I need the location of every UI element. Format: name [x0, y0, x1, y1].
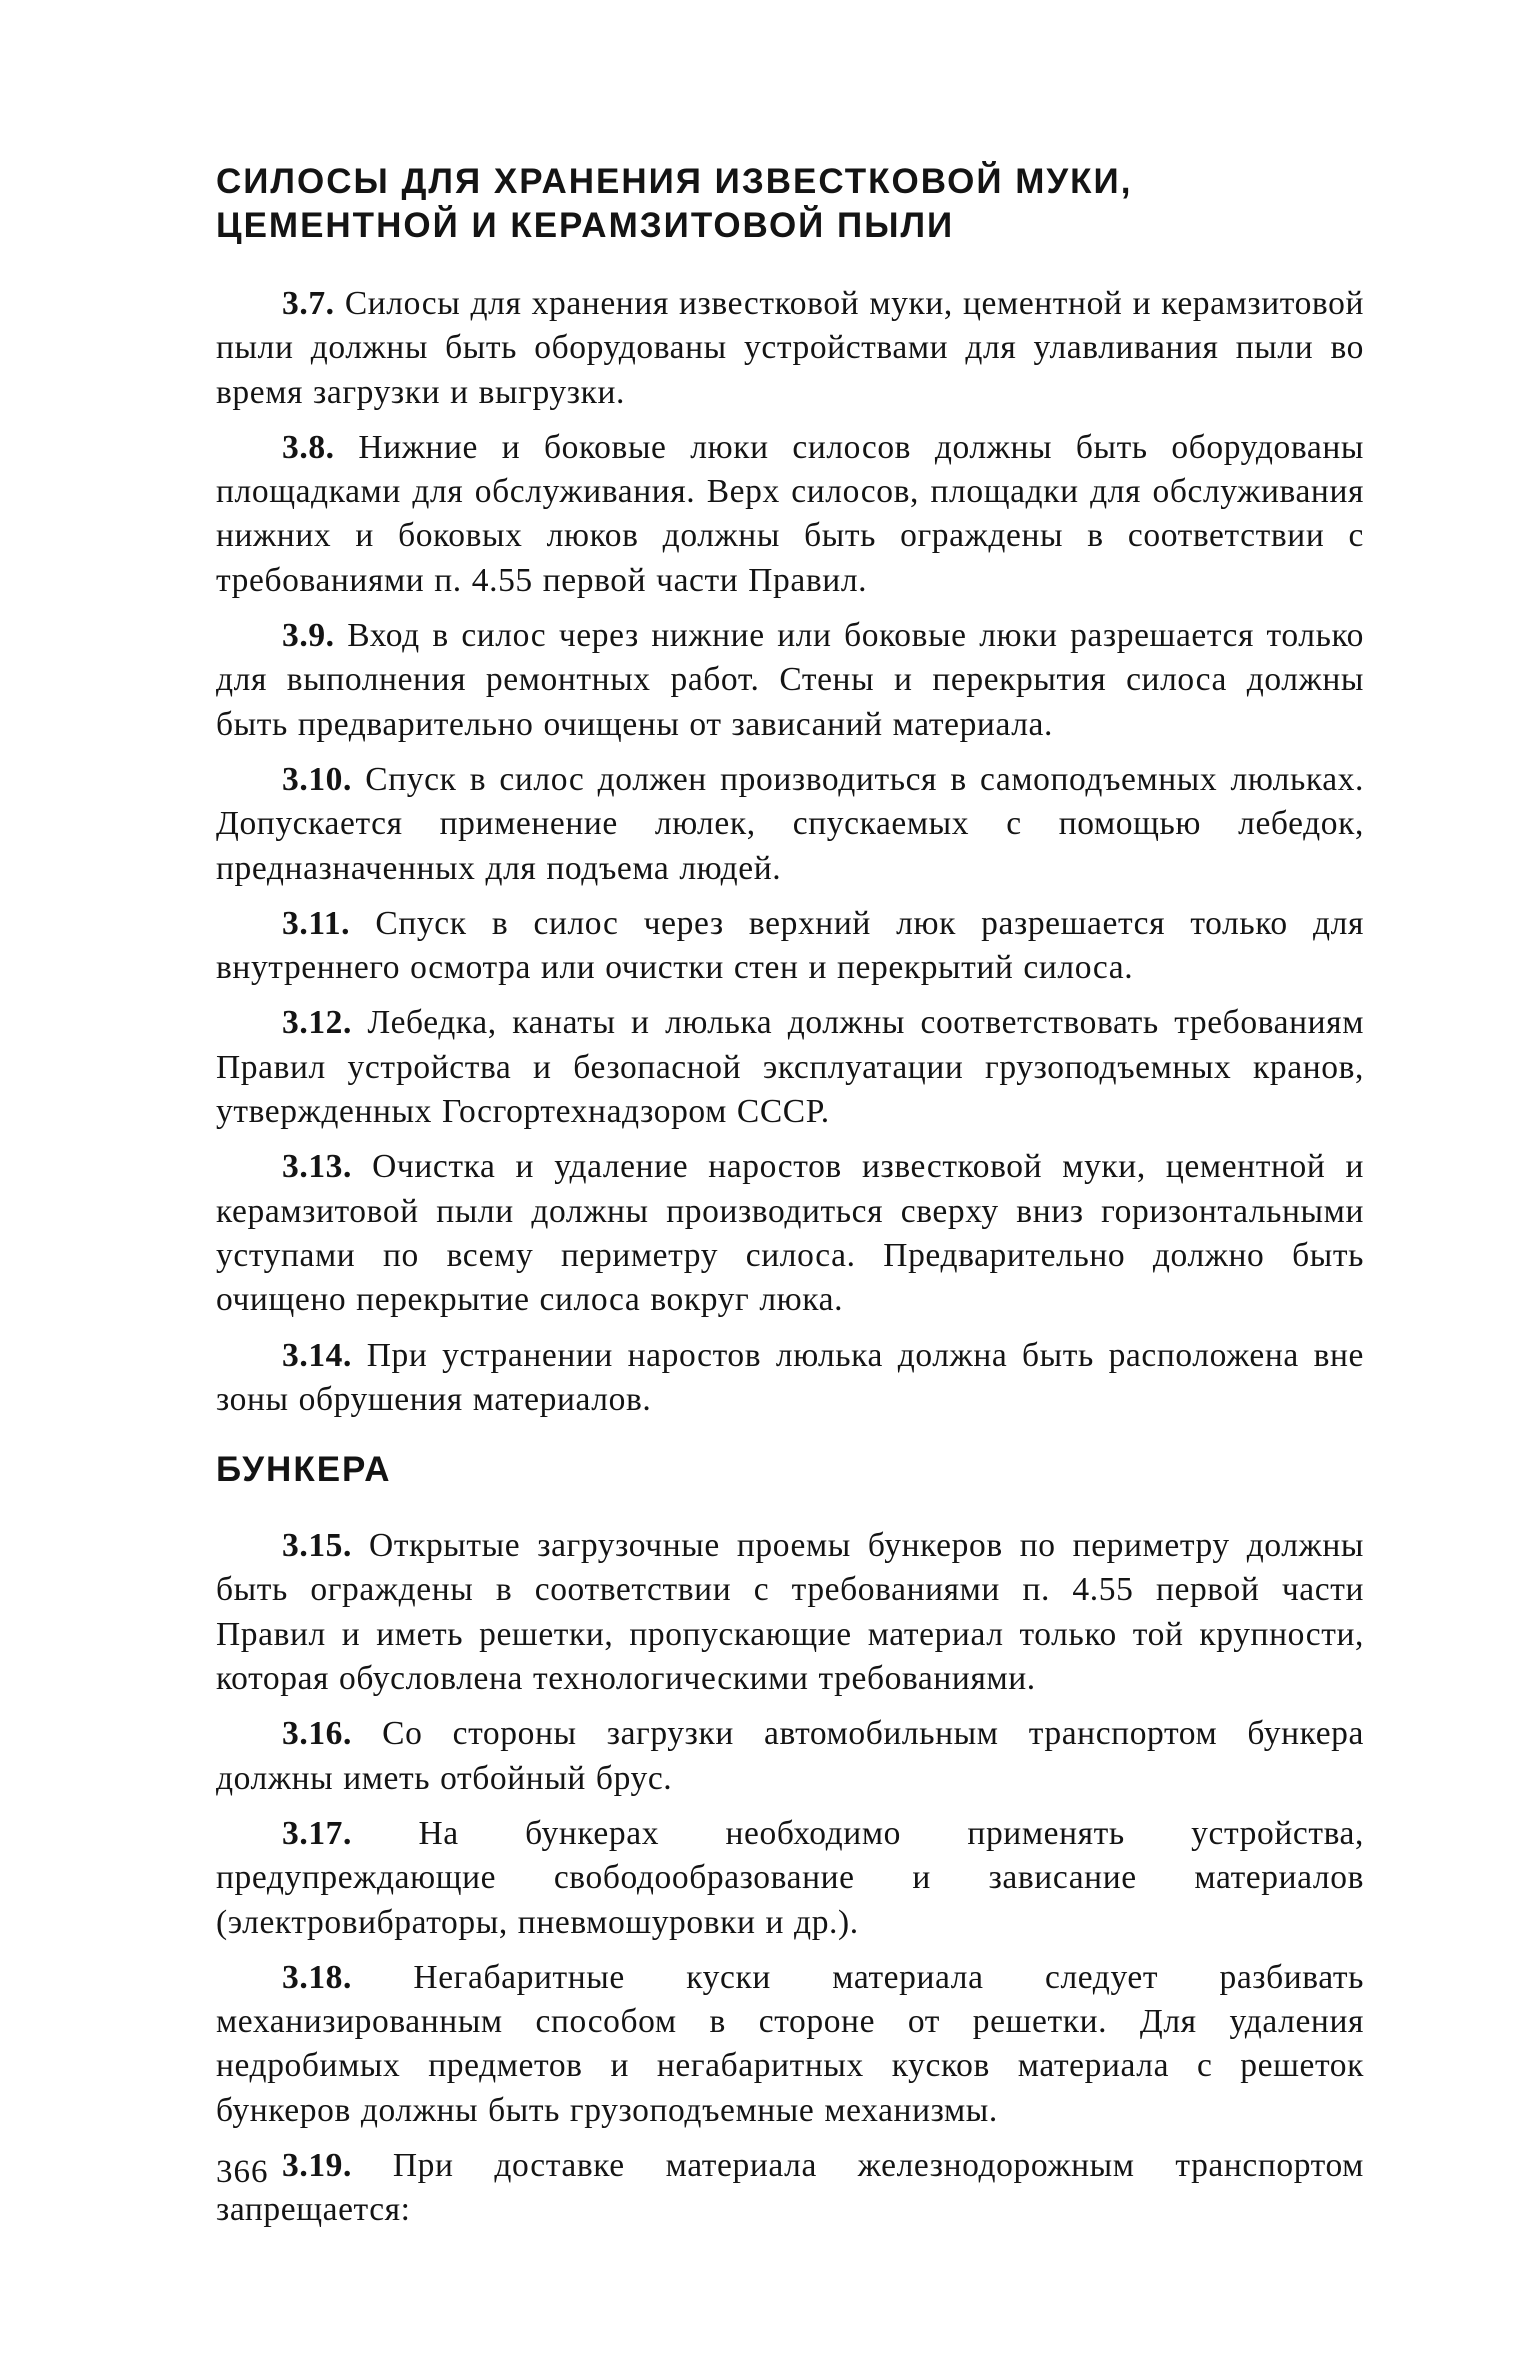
paragraph-3-11 — [216, 902, 1364, 991]
paragraph-number: 3.13. — [282, 1148, 352, 1186]
section-title-silos-line1: СИЛОСЫ ДЛЯ ХРАНЕНИЯ ИЗВЕСТКОВОЙ МУКИ, — [216, 162, 1133, 201]
paragraph-3-8 — [216, 426, 1364, 603]
paragraph-number: 3.14. — [282, 1336, 352, 1374]
paragraph-number: 3.8. — [282, 428, 335, 466]
paragraph-text: При устранении наростов люлька должна быть расположена вне зоны обрушения материалов. — [216, 1336, 1364, 1418]
paragraph-3-13 — [216, 1145, 1364, 1322]
section-title-silos-line2: ЦЕМЕНТНОЙ И КЕРАМЗИТОВОЙ ПЫЛИ — [216, 206, 955, 245]
paragraph-3-14 — [216, 1334, 1364, 1423]
paragraph-3-18 — [216, 1956, 1364, 2133]
page-number: 366 — [216, 2154, 269, 2190]
paragraph-number: 3.15. — [282, 1527, 352, 1565]
paragraph-text: Негабаритные куски материала следует разбивать механизированным способом в стороне от решетки. Для удаления недробимых предметов и негабаритных кусков материала с решеток бункеров должны быть грузоподъемные механизмы. — [216, 1958, 1364, 2129]
paragraph-3-10 — [216, 758, 1364, 891]
paragraph-3-19 — [216, 2144, 1364, 2233]
paragraph-3-9 — [216, 614, 1364, 747]
paragraph-text: На бункерах необходимо применять устройства, предупреждающие свободообразование и зависание материалов (электровибраторы, пневмошуровки и др.). — [216, 1814, 1364, 1941]
paragraph-number: 3.9. — [282, 617, 335, 655]
paragraph-number: 3.12. — [282, 1004, 352, 1042]
paragraph-text: Со стороны загрузки автомобильным транспортом бункера должны иметь отбойный брус. — [216, 1715, 1364, 1797]
paragraph-text: Открытые загрузочные проемы бункеров по периметру должны быть ограждены в соответствии с требованиями п. 4.55 первой части Правил и иметь решетки, пропускающие материал только той крупности, которая обусловлена технологическими требованиями. — [216, 1527, 1364, 1698]
paragraph-text: Спуск в силос через верхний люк разрешается только для внутреннего осмотра или очистки стен и перекрытий силоса. — [216, 904, 1364, 987]
paragraph-text: При доставке материала железнодорожным транспортом запрещается: — [216, 2146, 1364, 2229]
paragraph-3-7 — [216, 282, 1364, 415]
paragraph-text: Очистка и удаление наростов известковой муки, цементной и керамзитовой пыли должны производиться сверху вниз горизонтальными уступами по всему периметру силоса. Предварительно должно быть очищено перекрытие силоса вокруг люка. — [216, 1148, 1364, 1319]
paragraph-number: 3.19. — [282, 2146, 352, 2184]
paragraph-3-17 — [216, 1812, 1364, 1945]
paragraph-3-12 — [216, 1001, 1364, 1134]
paragraph-3-15 — [216, 1524, 1364, 1701]
paragraph-number: 3.7. — [282, 285, 335, 322]
document-page — [216, 160, 1364, 2244]
paragraph-number: 3.11. — [282, 904, 351, 942]
paragraph-text: Силосы для хранения известковой муки, цементной и керамзитовой пыли должны быть оборудованы устройствами для улавливания пыли во время загрузки и выгрузки. — [216, 285, 1364, 411]
paragraph-number: 3.18. — [282, 1958, 352, 1996]
paragraph-text: Спуск в силос должен производиться в самоподъемных люльках. Допускается применение люлек, спускаемых с помощью лебедок, предназначенных для подъема людей. — [216, 760, 1364, 887]
paragraph-text: Нижние и боковые люки силосов должны быть оборудованы площадками для обслуживания. Верх силосов, площадки для обслуживания нижних и боковых люков должны быть ограждены в соответствии с требованиями п. 4.55 первой части Правил. — [216, 428, 1364, 599]
paragraph-text: Вход в силос через нижние или боковые люки разрешается только для выполнения ремонтных работ. Стены и перекрытия силоса должны быть предварительно очищены от зависаний материала. — [216, 617, 1364, 743]
paragraph-text: Лебедка, канаты и люлька должны соответствовать требованиям Правил устройства и безопасной эксплуатации грузоподъемных кранов, утвержденных Госгортехнадзором СССР. — [216, 1004, 1364, 1131]
paragraph-number: 3.10. — [282, 760, 352, 798]
paragraph-number: 3.16. — [282, 1715, 352, 1753]
section-title-bunkers: БУНКЕРА — [216, 1450, 392, 1490]
paragraph-3-16 — [216, 1712, 1364, 1801]
section-title-silos — [216, 160, 1364, 248]
paragraph-number: 3.17. — [282, 1814, 352, 1852]
